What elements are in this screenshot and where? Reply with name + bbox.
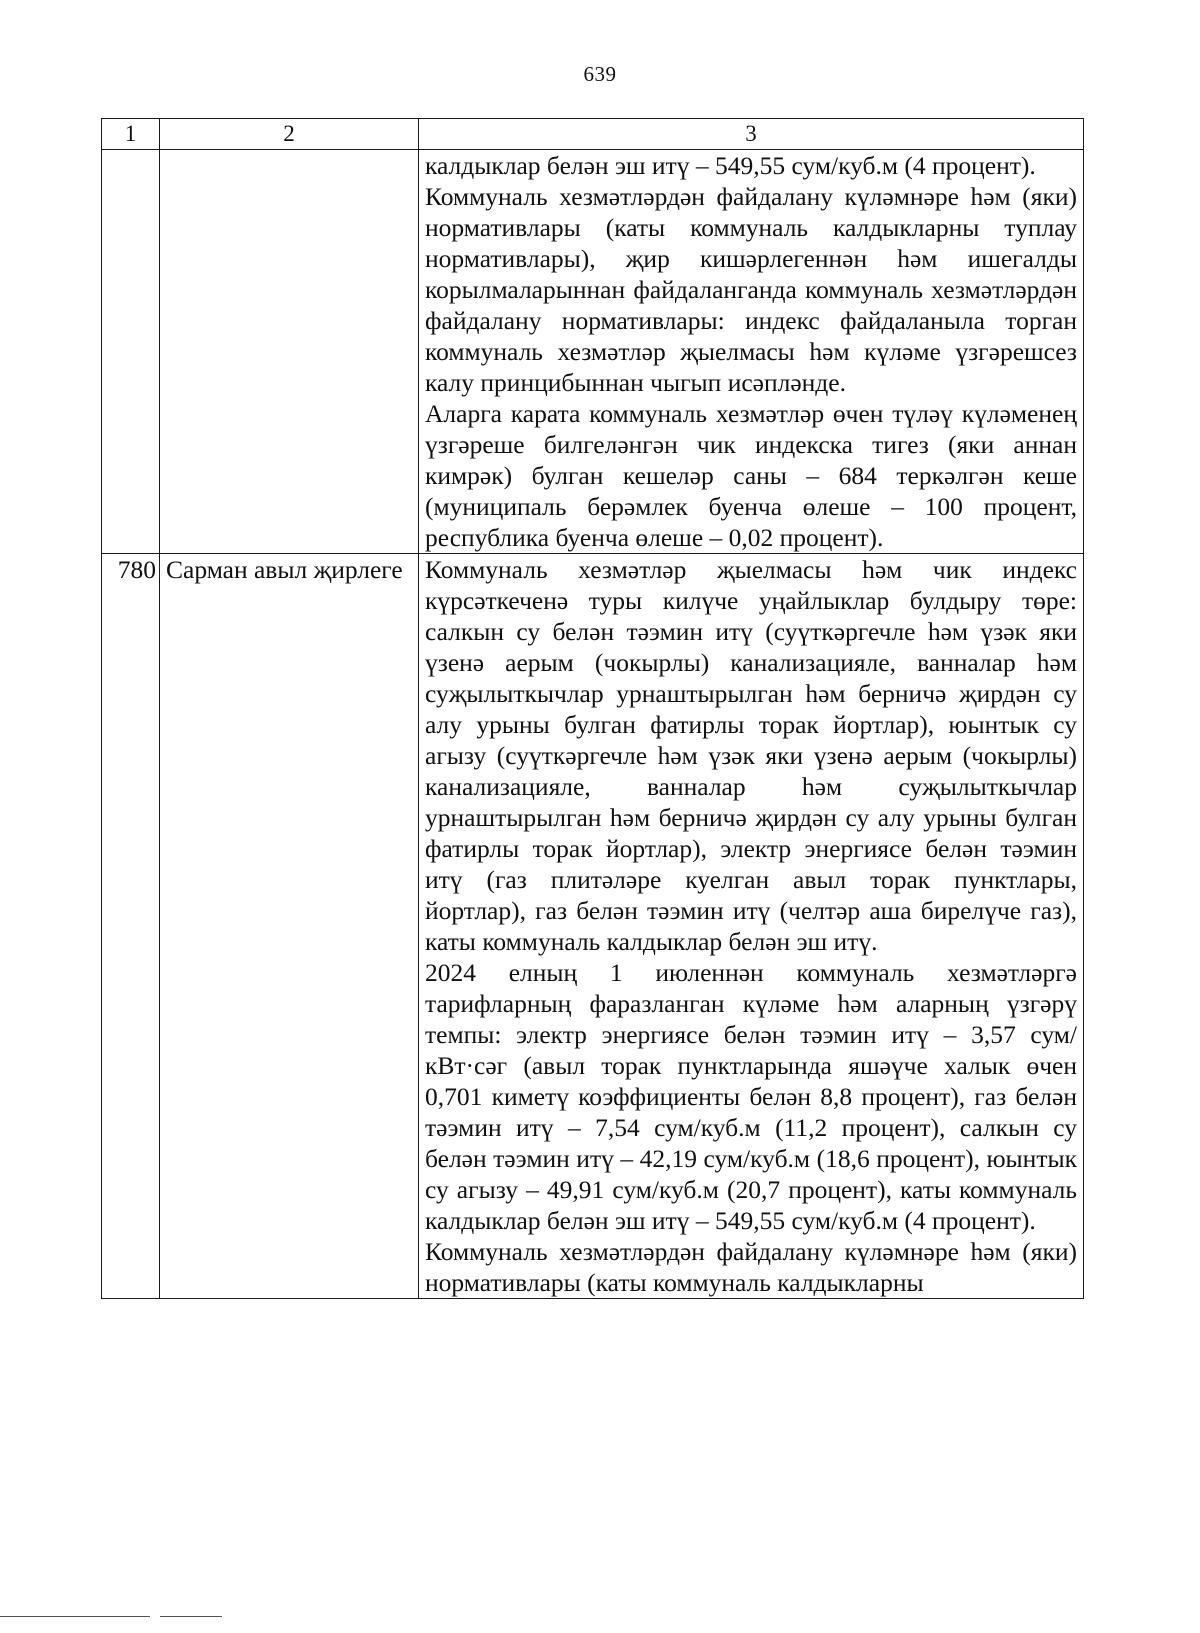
settlement-name-cell: Сарман авыл җирлеге [160, 554, 419, 1299]
table-row [102, 554, 1084, 1299]
column-header-1: 1 [102, 119, 160, 150]
document-table [101, 118, 1084, 1299]
paragraph: Коммуналь хезмәтләр җыелмасы һәм чик индекс күрсәткеченә туры килүче уңайлыклар булдыру төре: салкын су белән тәэмин итү (суүткәргечле һәм үзәк яки үзенә аерым (чокырлы) канализацияле, ванналар һәм суҗылыткычлар урнаштырылган һәм берничә җирдән су алу урыны булган фатирлы торак йортлар), юынтык су агызу (суүткәргечле һәм үзәк яки үзенә аерым (чокырлы) канализацияле, ванналар һәм суҗылыткычлар урнаштырылган һәм берничә җирдән су алу урыны булган фатирлы торак йортлар), электр энергиясе белән тәэмин итү (газ плитәләре куелган авыл торак пунктлары, йортлар), газ белән тәэмин итү (челтәр аша бирелүче газ), каты коммуналь калдыклар белән эш итү. [425, 555, 1077, 956]
footer-rule-left [0, 1616, 150, 1617]
paragraph: 2024 елның 1 июленнән коммуналь хезмәтләргә тарифларның фаразланган күләме һәм аларның үзгәрү темпы: электр энергиясе белән тәэмин итү – 3,57 сум/кВт·сәг (авыл торак пунктларында яшәүче халык өчен 0,701 киметү коэффициенты белән 8,8 процент), газ белән тәэмин итү – 7,54 сум/куб.м (11,2 процент), салкын су белән тәэмин итү – 42,19 сум/куб.м (18,6 процент), юынтык су агызу – 49,91 сум/куб.м (20,7 процент), каты коммуналь калдыклар белән эш итү – 549,55 сум/куб.м (4 процент). [425, 958, 1077, 1235]
table-row [102, 150, 1084, 554]
table-header-row [102, 119, 1084, 150]
description-cell [419, 150, 1084, 554]
footer-rule-right [160, 1616, 222, 1617]
paragraph: Аларга карата коммуналь хезмәтләр өчен түләү күләменең үзгәреше билгеләнгән чик индекска тигез (яки аннан кимрәк) булган кешеләр саны – 684 теркәлгән кеше (муниципаль берәмлек буенча өлеше – 100 процент, республика буенча өлеше – 0,02 процент). [425, 399, 1077, 552]
page-number: 639 [583, 62, 617, 86]
row-number-cell [102, 150, 160, 554]
paragraph: калдыклар белән эш итү – 549,55 сум/куб.м (4 процент). [425, 151, 1036, 180]
description-cell [419, 554, 1084, 1299]
paragraph: Коммуналь хезмәтләрдән файдалану күләмнәре һәм (яки) нормативлары (каты коммуналь калдыкларны туплау нормативлары), җир кишәрлегеннән һәм ишегалды корылмаларыннан файдаланганда коммуналь хезмәтләрдән файдалану нормативлары: индекс файдаланыла торган коммуналь хезмәтләр җыелмасы һәм күләме үзгәрешсез калу принцибыннан чыгып исәпләнде. [425, 182, 1077, 397]
column-header-2: 2 [160, 119, 419, 150]
row-number-cell: 780 [102, 554, 160, 1299]
settlement-name-cell [160, 150, 419, 554]
paragraph: Коммуналь хезмәтләрдән файдалану күләмнәре һәм (яки) нормативлары (каты коммуналь калдыкларны [425, 1237, 1077, 1297]
column-header-3: 3 [419, 119, 1084, 150]
